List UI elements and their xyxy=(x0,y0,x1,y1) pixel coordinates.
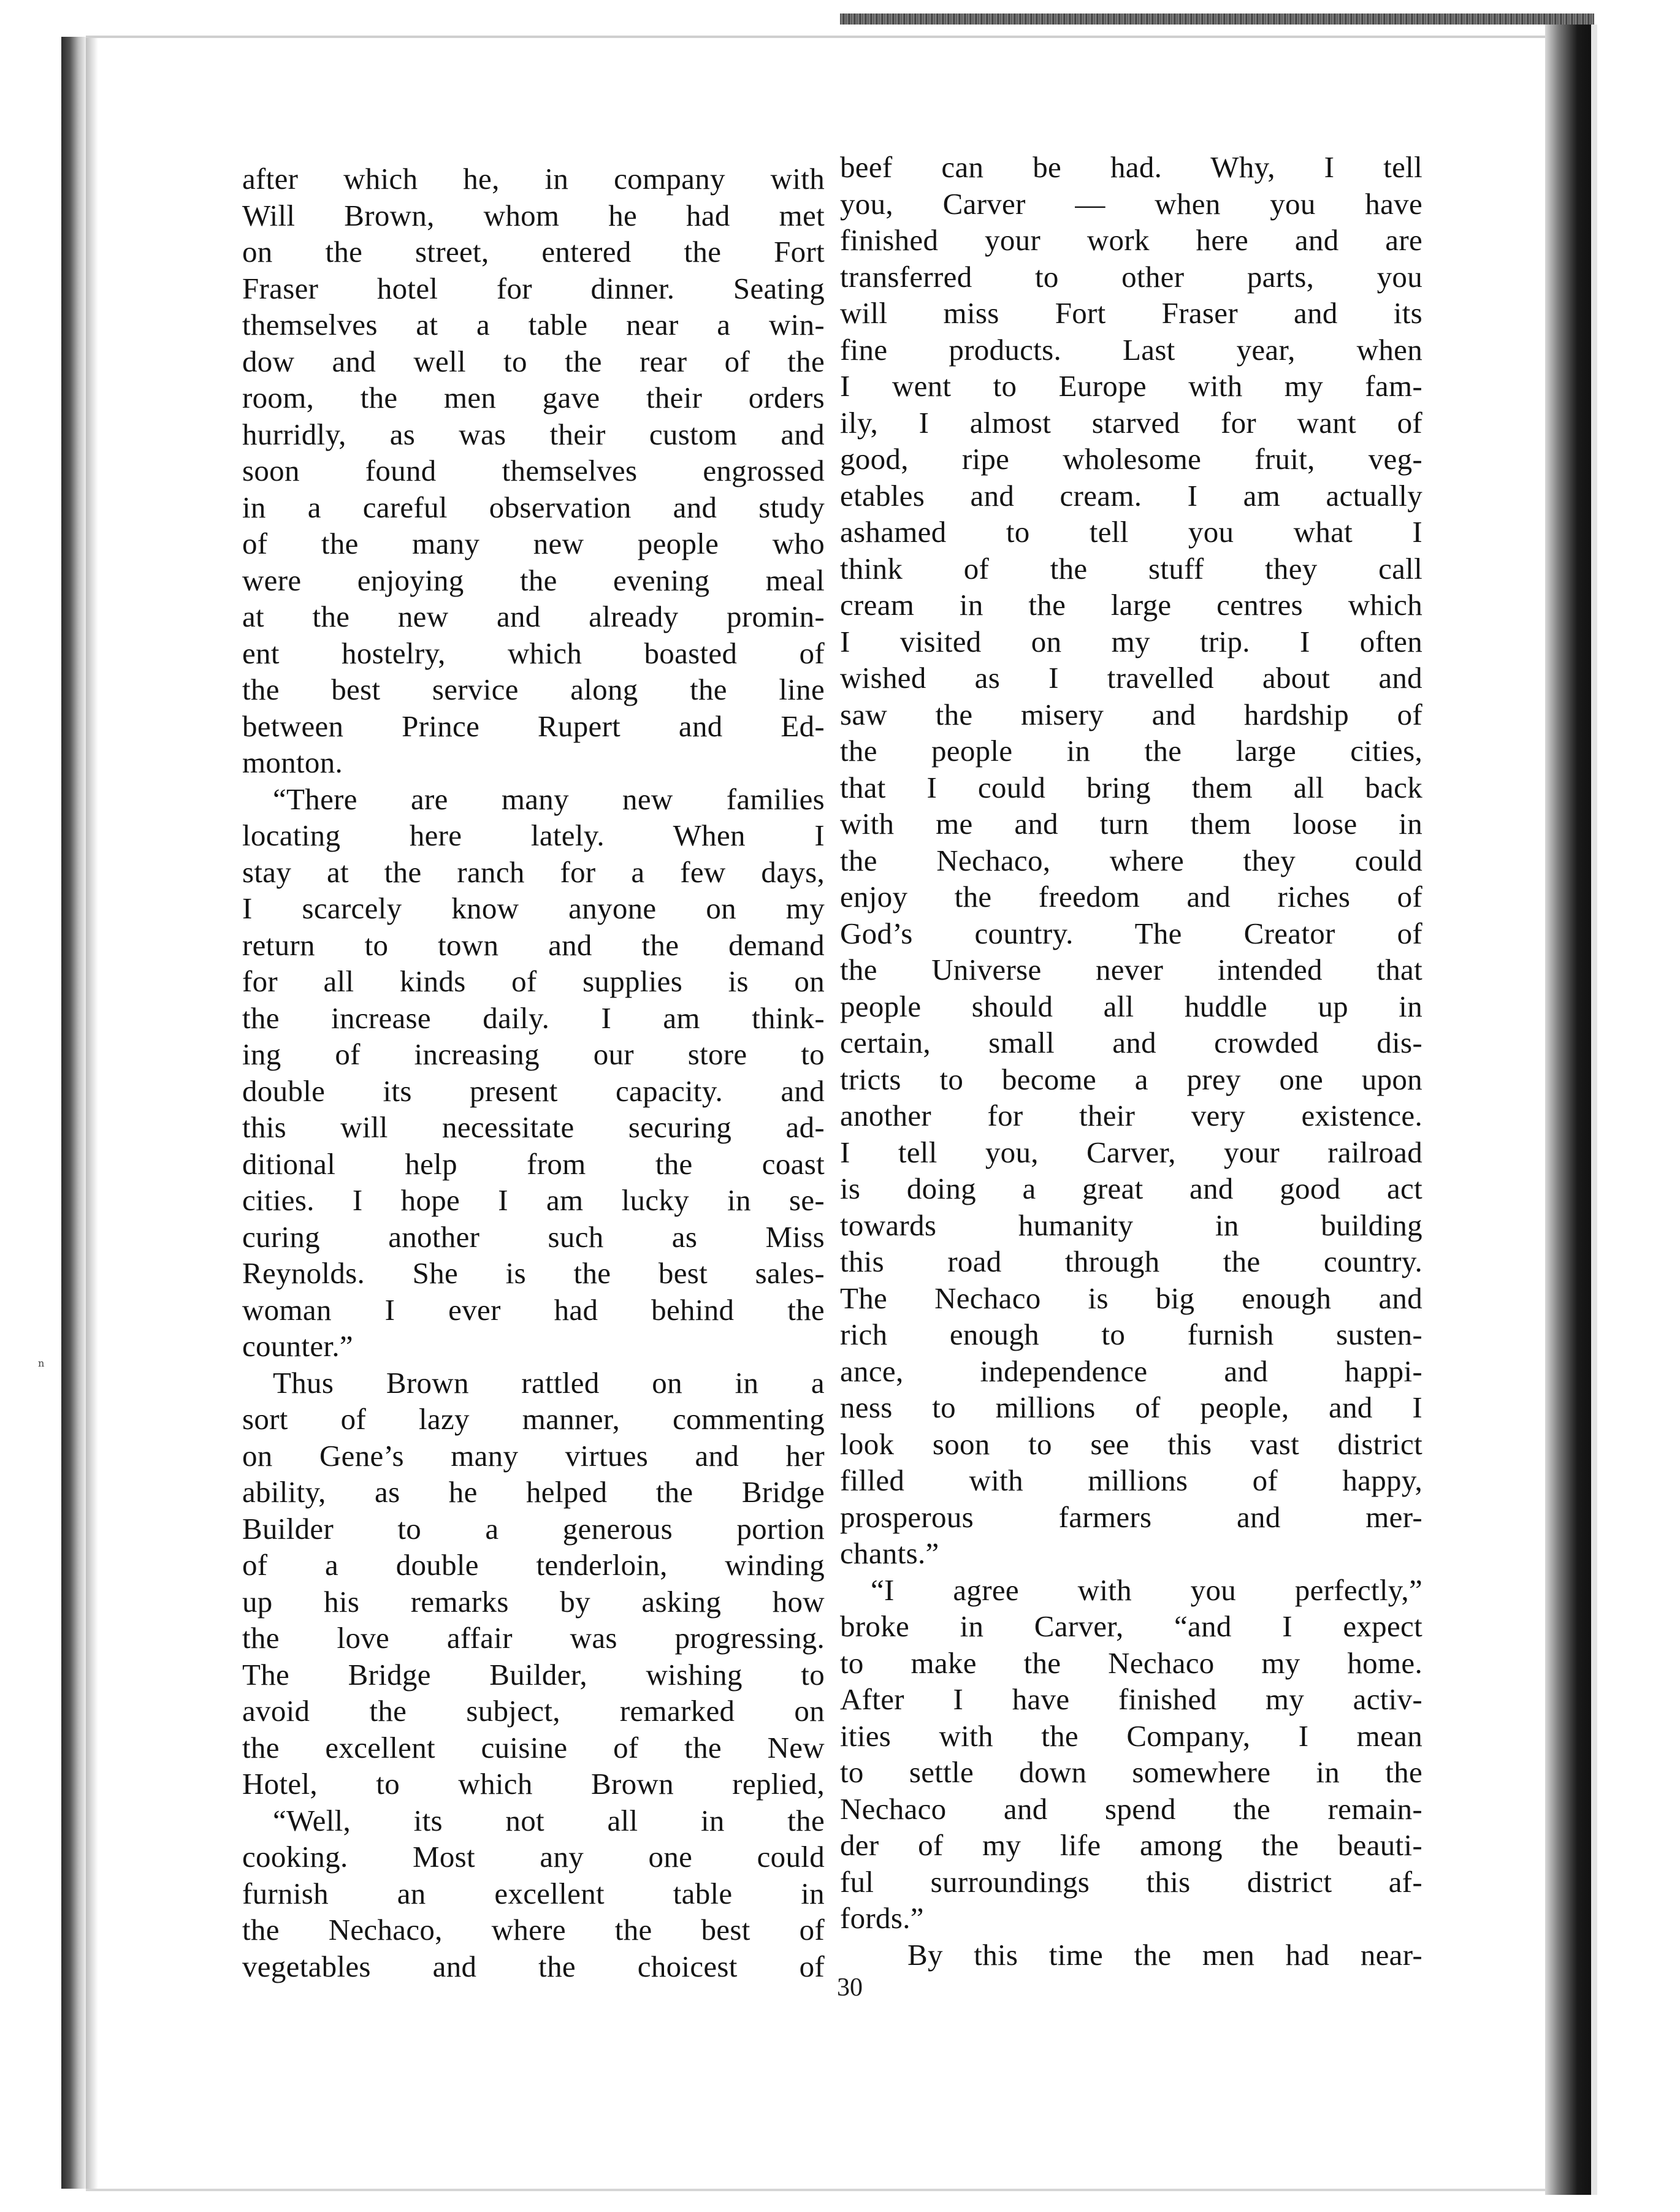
left_column-line: on Gene’s many virtues and her xyxy=(242,1438,825,1473)
right_column-line: look soon to see this vast district xyxy=(840,1427,1422,1461)
left_column-line: stay at the ranch for a few days, xyxy=(242,855,825,889)
right_column-line: the people in the large cities, xyxy=(840,734,1422,768)
left_column-line: monton. xyxy=(242,746,343,779)
right_column-line: people should all huddle up in xyxy=(840,989,1422,1023)
page-number: 30 xyxy=(837,1974,863,2002)
left_column-line: I scarcely know anyone on my xyxy=(242,891,825,925)
right_column-line: der of my life among the beauti- xyxy=(840,1828,1422,1862)
right_column-line: beef can be had. Why, I tell xyxy=(840,150,1422,184)
left_column-line: Reynolds. She is the best sales- xyxy=(242,1256,825,1290)
left_column-line: after which he, in company with xyxy=(242,162,825,196)
right_column-line: this road through the country. xyxy=(840,1245,1422,1278)
left_column-line: cooking. Most any one could xyxy=(242,1840,825,1874)
right_column-line: wished as I travelled about and xyxy=(840,661,1422,695)
right_column-line: “I agree with you perfectly,” xyxy=(871,1573,1422,1607)
right_column-line: the Nechaco, where they could xyxy=(840,843,1422,877)
right_column-line: enjoy the freedom and riches of xyxy=(840,880,1422,913)
right_column-line: After I have finished my activ- xyxy=(840,1682,1422,1716)
right_column-line: ful surroundings this district af- xyxy=(840,1864,1422,1899)
right_column-line: with me and turn them loose in xyxy=(840,807,1422,841)
left_column-line: furnish an excellent table in xyxy=(242,1876,825,1910)
right_column-line: By this time the men had near- xyxy=(907,1937,1422,1972)
left_column-line: at the new and already promin- xyxy=(242,600,825,633)
left_column-line: sort of lazy manner, commenting xyxy=(242,1402,825,1436)
left_column-line: The Bridge Builder, wishing to xyxy=(242,1657,825,1691)
left_column-line: hurridly, as was their custom and xyxy=(242,417,825,451)
page-bottom-border xyxy=(86,2189,1545,2191)
left_column-line: ability, as he helped the Bridge xyxy=(242,1475,825,1509)
right_column-line: saw the misery and hardship of xyxy=(840,697,1422,731)
left_column-line: this will necessitate securing ad- xyxy=(242,1110,825,1144)
left_column-line: Thus Brown rattled on in a xyxy=(273,1365,825,1400)
left_column-line: woman I ever had behind the xyxy=(242,1292,825,1327)
right_column-line: ance, independence and happi- xyxy=(840,1354,1422,1388)
right_column-line: another for their very existence. xyxy=(840,1099,1422,1132)
right_column-line: will miss Fort Fraser and its xyxy=(840,296,1422,330)
right_column-line: ashamed to tell you what I xyxy=(840,515,1422,549)
left_column-line: of a double tenderloin, winding xyxy=(242,1548,825,1582)
right_column-line: the Universe never intended that xyxy=(840,953,1422,986)
right_column-line: ities with the Company, I mean xyxy=(840,1718,1422,1753)
left_column-line: the increase daily. I am think- xyxy=(242,1001,825,1035)
right_column-line: towards humanity in building xyxy=(840,1208,1422,1242)
left-text-column xyxy=(242,161,825,1985)
right_column-line: tricts to become a prey one upon xyxy=(840,1062,1422,1096)
left_column-line: locating here lately. When I xyxy=(242,818,825,852)
left_column-line: Will Brown, whom he had met xyxy=(242,198,825,232)
left_column-line: the excellent cuisine of the New xyxy=(242,1730,825,1764)
right_column-line: etables and cream. I am actually xyxy=(840,478,1422,513)
left_column-line: curing another such as Miss xyxy=(242,1219,825,1254)
left_column-line: vegetables and the choicest of xyxy=(242,1949,825,1983)
left_column-line: up his remarks by asking how xyxy=(242,1584,825,1619)
left_column-line: in a careful observation and study xyxy=(242,490,825,524)
right-text-column xyxy=(840,149,1422,1973)
left-binding-edge xyxy=(61,37,86,2189)
left_column-line: return to town and the demand xyxy=(242,928,825,962)
right-binding-edge xyxy=(1545,25,1591,2195)
right_column-line: fords.” xyxy=(840,1901,924,1935)
right_column-line: I visited on my trip. I often xyxy=(840,624,1422,658)
left-binding-shadow xyxy=(86,37,98,2189)
left_column-line: themselves at a table near a win- xyxy=(242,308,825,341)
right_column-line: I went to Europe with my fam- xyxy=(840,369,1422,403)
left_column-line: the Nechaco, where the best of xyxy=(242,1913,825,1947)
left_column-line: counter.” xyxy=(242,1329,353,1363)
right_column-line: Nechaco and spend the remain- xyxy=(840,1791,1422,1826)
right-outer-edge xyxy=(1591,25,1597,2195)
left_column-line: were enjoying the evening meal xyxy=(242,563,825,597)
right_column-line: transferred to other parts, you xyxy=(840,259,1422,294)
top-edge-strip xyxy=(840,13,1594,25)
left_column-line: ent hostelry, which boasted of xyxy=(242,636,825,670)
left_column-line: on the street, entered the Fort xyxy=(242,235,825,269)
right_column-line: filled with millions of happy, xyxy=(840,1463,1422,1497)
right_column-line: you, Carver — when you have xyxy=(840,186,1422,221)
right_column-line: is doing a great and good act xyxy=(840,1172,1422,1205)
right_column-line: rich enough to furnish susten- xyxy=(840,1318,1422,1351)
left_column-line: the best service along the line xyxy=(242,673,825,706)
right_column-line: ily, I almost starved for want of xyxy=(840,405,1422,440)
left_column-line: ditional help from the coast xyxy=(242,1146,825,1181)
right_column-line: good, ripe wholesome fruit, veg- xyxy=(840,442,1422,476)
left_column-line: cities. I hope I am lucky in se- xyxy=(242,1183,825,1217)
right_column-line: God’s country. The Creator of xyxy=(840,916,1422,950)
left_column-line: between Prince Rupert and Ed- xyxy=(242,709,825,743)
right_column-line: ness to millions of people, and I xyxy=(840,1390,1422,1424)
left_column-line: ing of increasing our store to xyxy=(242,1037,825,1071)
left_column-line: Hotel, to which Brown replied, xyxy=(242,1767,825,1801)
right_column-line: finished your work here and are xyxy=(840,223,1422,257)
right_column-line: think of the stuff they call xyxy=(840,551,1422,585)
right_column-line: certain, small and crowded dis- xyxy=(840,1026,1422,1059)
left_column-line: double its present capacity. and xyxy=(242,1074,825,1108)
right_column-line: to settle down somewhere in the xyxy=(840,1755,1422,1789)
left_column-line: the love affair was progressing. xyxy=(242,1621,825,1655)
left_column-line: soon found themselves engrossed xyxy=(242,454,825,487)
stray-mark: n xyxy=(38,1357,45,1369)
right_column-line: that I could bring them all back xyxy=(840,770,1422,804)
left_column-line: avoid the subject, remarked on xyxy=(242,1694,825,1728)
right_column-line: cream in the large centres which xyxy=(840,588,1422,622)
left_column-line: “Well, its not all in the xyxy=(273,1803,825,1837)
left_column-line: of the many new people who xyxy=(242,527,825,560)
right_column-line: broke in Carver, “and I expect xyxy=(840,1609,1422,1643)
left_column-line: “There are many new families xyxy=(273,782,825,816)
right_column-line: I tell you, Carver, your railroad xyxy=(840,1135,1422,1169)
right_column-line: prosperous farmers and mer- xyxy=(840,1500,1422,1534)
right_column-line: fine products. Last year, when xyxy=(840,332,1422,367)
right_column-line: chants.” xyxy=(840,1536,939,1570)
left_column-line: dow and well to the rear of the xyxy=(242,344,825,378)
left_column-line: for all kinds of supplies is on xyxy=(242,964,825,998)
left_column-line: Builder to a generous portion xyxy=(242,1511,825,1546)
right_column-line: The Nechaco is big enough and xyxy=(840,1281,1422,1315)
left_column-line: room, the men gave their orders xyxy=(242,381,825,414)
page-top-border xyxy=(86,36,1545,38)
left_column-line: Fraser hotel for dinner. Seating xyxy=(242,271,825,305)
right_column-line: to make the Nechaco my home. xyxy=(840,1646,1422,1680)
